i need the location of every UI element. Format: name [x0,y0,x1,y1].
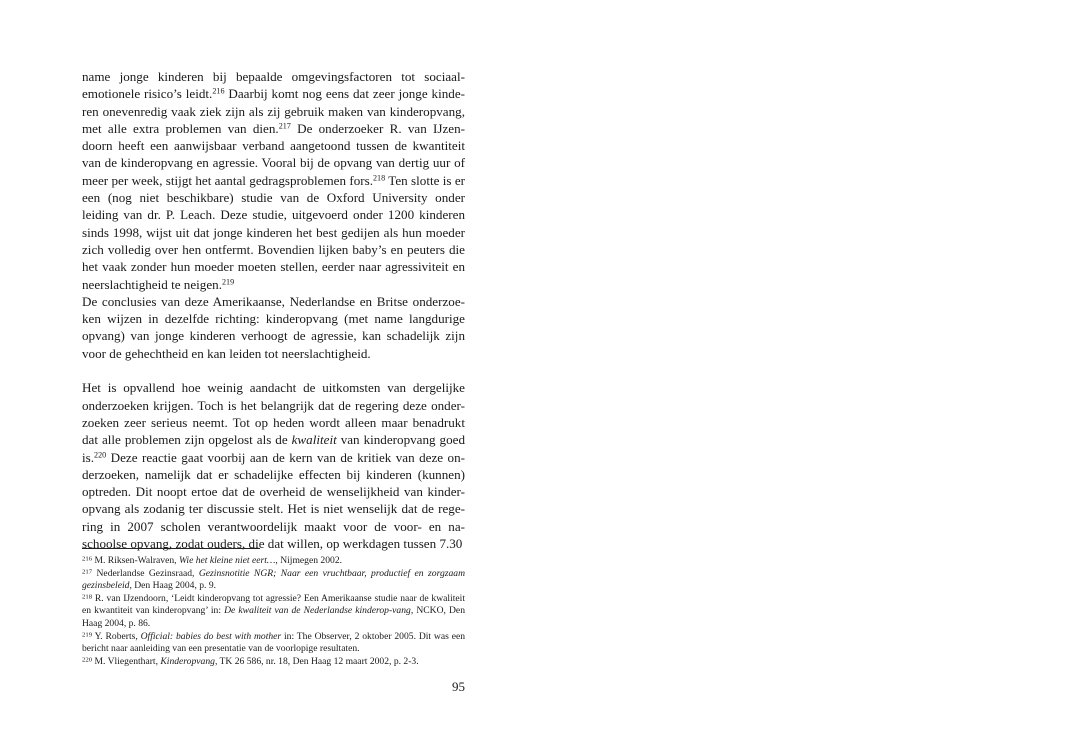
footnote-reference: 220 [94,450,107,460]
footnote-reference: 220 [82,656,93,664]
body-text [82,68,465,552]
paragraph-3: Het is opvallend hoe weinig aandacht de uitkomsten van dergelijke onderzoeken krijgen. Toch is het belangrijk dat de regering deze onder-zoeken zeer serieus neemt. Tot op heden wordt alleen maar benadrukt dat alle problemen zijn opgelost als de kwaliteit van kinderopvang goed is.$^{220}$ Deze reactie gaat voorbij aan de kern van de kritiek van deze on-derzoeken, namelijk dat er schadelijke effecten bij kinderen (kunnen) optreden. Dit noopt ertoe dat de overheid de wenselijkheid van kinder-opvang als zodanig ter discussie stelt. Het is niet wenselijk dat de rege-ring in 2007 scholen verantwoordelijk maakt voor de voor- en na-schoolse opvang, zodat ouders, die dat willen, op werkdagen tussen 7.30 [82,380,465,552]
italic-text: kwaliteit [291,432,337,448]
italic-text: Gezinsnotitie NGR; Naar een vruchtbaar, productief en zorgzaam gezinsbeleid [82,567,465,592]
footnote-reference: 217 [278,121,291,131]
footnote-reference: 219 [221,277,235,287]
footnote-reference: 216 [82,555,93,563]
italic-text: Official: babies do best with mother [140,630,282,642]
italic-text: De kwaliteit van de Nederlandse kinderop-vang [224,605,411,617]
footnote-reference: 219 [82,630,93,638]
footnote-reference: 216 [212,86,225,96]
page-number: 95 [452,679,465,694]
footnote-217: $^{217}$ Nederlandse Gezinsraad, Gezinsnotitie NGR; Naar een vruchtbaar, productief en zorgzaam gezinsbeleid, Den Haag 2004, p. 9. [82,567,465,592]
footnote-219: $^{219}$ Y. Roberts, Official: babies do best with mother in: The Observer, 2 oktober 2005. Dit was een bericht naar aanleiding van een presentatie van de voorlopige resultaten. [82,630,466,655]
footnote-216: $^{216}$ M. Riksen-Walraven, Wie het kleine niet eert…, Nijmegen 2002. [82,555,343,566]
footnote-reference: 218 [372,173,386,183]
footnote-reference: 217 [82,567,93,575]
italic-text: Kinderopvang [160,655,215,667]
italic-text: Wie het kleine niet eert… [178,555,276,566]
footnotes [82,555,465,668]
footnote-separator [82,548,260,549]
paragraph-2: De conclusies van deze Amerikaanse, Nederlandse en Britse onderzoe-ken wijzen in dezelfde richting: kinderopvang (met name langdurige opvang) van jonge kinderen verhoogt de agressie, kan schadelijk zijn voor de gehechtheid en kan leiden tot neerslachtigheid. [82,293,465,361]
footnote-220: $^{220}$ M. Vliegenthart, Kinderopvang, TK 26 586, nr. 18, Den Haag 12 maart 2002, p. 2-3. [82,655,419,667]
footnote-reference: 218 [82,593,93,601]
paragraph-1: name jonge kinderen bij bepaalde omgevingsfactoren tot sociaal-emotionele risico’s leidt.$^{216}$ Daarbij komt nog eens dat zeer jonge kinde-ren onevenredig vaak ziek zijn als zij gebruik maken van kinderopvang, met alle extra problemen van dien.$^{217}$ De onderzoeker R. van IJzen-doorn heeft een aanwijsbaar verband aangetoond tussen de kwantiteit van de kinderopvang en agressie. Vooral bij de opvang van dertig uur of meer per week, stijgt het aantal gedragsproblemen fors.$^{218}$ Ten slotte is er een (nog niet beschikbare) studie van de Oxford University onder leiding van dr. P. Leach. Deze studie, uitgevoerd onder 1200 kinderen sinds 1998, wijst uit dat jonge kinderen het best gedijen als hun moeder zich volledig over hen ontfermt. Bovendien lijken baby’s en peuters die het vaak zonder hun moeder moeten stellen, eerder naar agressiviteit en neerslachtigheid te neigen.$^{219}$ [82,69,466,292]
footnote-218: $^{218}$ R. van IJzendoorn, ‘Leidt kinderopvang tot agressie? Een Amerikaanse studie naar de kwaliteit en kwantiteit van kinderopvang’ in: De kwaliteit van de Nederlandse kinderop-vang, NCKO, Den Haag 2004, p. 86. [82,592,465,629]
